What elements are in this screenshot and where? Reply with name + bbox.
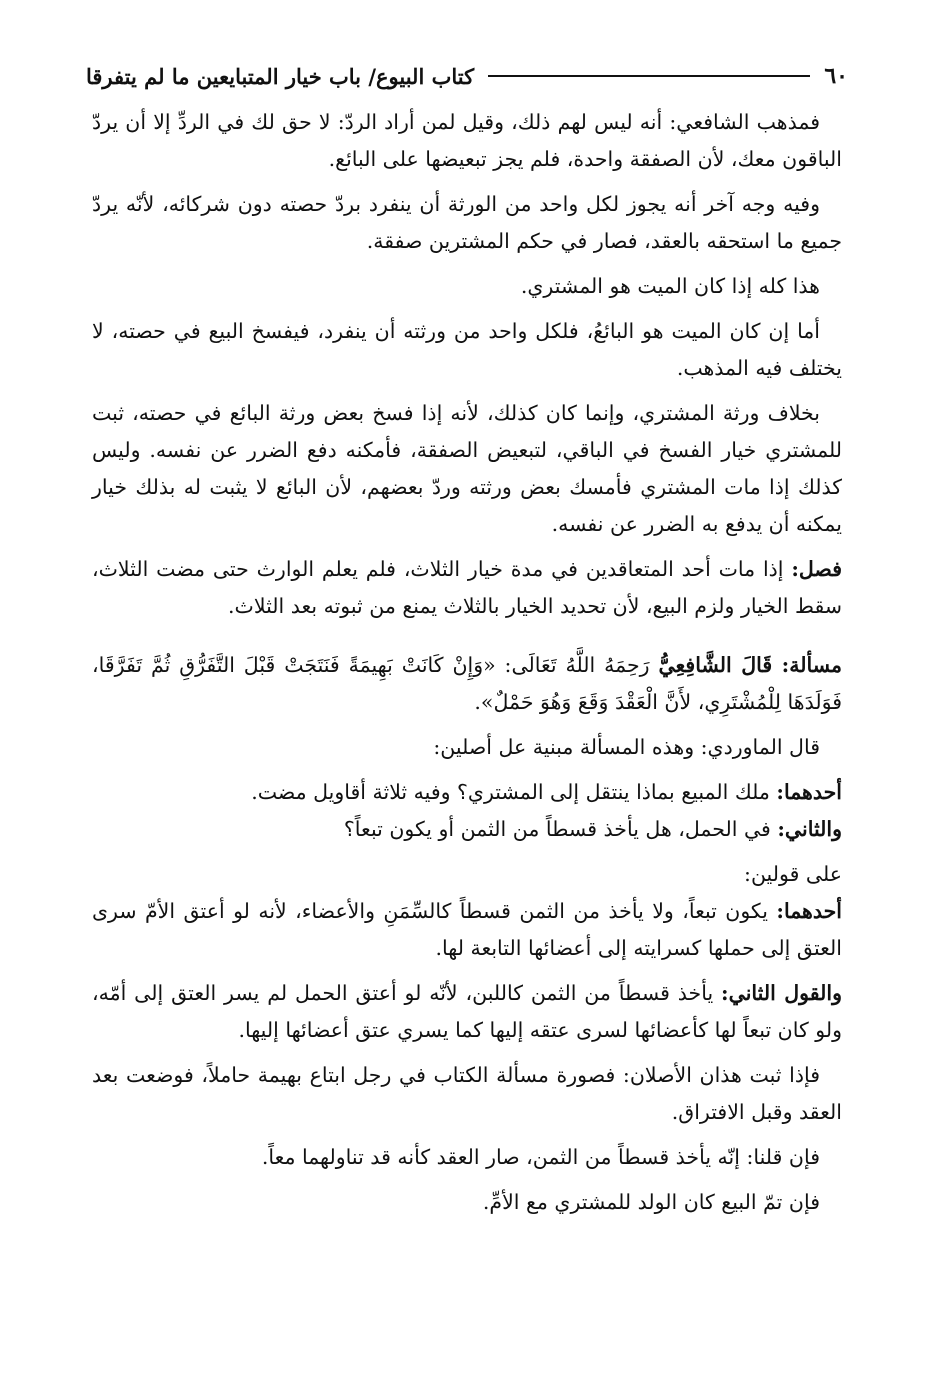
- paragraph: [92, 395, 842, 543]
- masala-quote: رَحِمَهُ اللَّهُ تَعَالَى: «وَإِنْ كَانَتْ بَهِيمَةً فَنَتَجَتْ قَبْلَ التَّفَرُّقِ ثُمَّ تَفَرَّقَا، فَوَلَدَهَا لِلْمُشْتَرِي، لأَنَّ الْعَقْدَ وَقَعَ وَهُوَ حَمْلٌ».: [92, 653, 842, 714]
- header-rule: [488, 75, 810, 77]
- paragraph-lead: والثاني:: [777, 817, 842, 841]
- paragraph: [92, 1184, 842, 1221]
- masala-lead: مسألة: قَالَ الشَّافِعِيُّ: [658, 653, 842, 677]
- paragraph-text: فمذهب الشافعي: أنه ليس لهم ذلك، وقيل لمن أراد الردّ: لا حق لك في الردِّ إلا أن يردّ الباقون معك، لأن الصفقة واحدة، فلم يجز تبعيضها على البائع.: [92, 110, 842, 171]
- paragraph-text: فإذا ثبت هذان الأصلان: فصورة مسألة الكتاب في رجل ابتاع بهيمة حاملاً، فوضعت بعد العقد وقبل الافتراق.: [92, 1063, 842, 1124]
- paragraph: [92, 774, 842, 811]
- paragraph: [92, 313, 842, 387]
- paragraph: [92, 893, 842, 967]
- paragraph-text: هذا كله إذا كان الميت هو المشتري.: [520, 274, 820, 298]
- paragraph: [92, 975, 842, 1049]
- paragraph-text: في الحمل، هل يأخذ قسطاً من الثمن أو يكون تبعاً؟: [343, 817, 778, 841]
- paragraph-masala: [92, 647, 842, 721]
- paragraph-text: أما إن كان الميت هو البائعُ، فلكل واحد من ورثته أن ينفرد، فيفسخ البيع في حصته، لا يختلف فيه المذهب.: [92, 319, 842, 380]
- paragraph-text: وفيه وجه آخر أنه يجوز لكل واحد من الورثة أن ينفرد بردّ حصته دون شركائه، لأنّه يردّ جميع ما استحقه بالعقد، فصار في حكم المشترين صفقة.: [92, 192, 842, 253]
- paragraph-lead: أحدهما:: [776, 899, 842, 923]
- running-header: [86, 58, 848, 94]
- spacer: [92, 633, 842, 647]
- paragraph-lead: والقول الثاني:: [721, 981, 842, 1005]
- paragraph-text: على قولين:: [744, 862, 842, 886]
- paragraph: [92, 268, 842, 305]
- paragraph: [92, 729, 842, 766]
- page-number: ٦٠: [824, 63, 848, 89]
- chapter-title: كتاب البيوع/ باب خيار المتبايعين ما لم يتفرقا: [86, 63, 475, 89]
- paragraph-text: ملك المبيع بماذا ينتقل إلى المشتري؟ وفيه ثلاثة أقاويل مضت.: [251, 780, 777, 804]
- paragraph-lead: أحدهما:: [776, 780, 842, 804]
- paragraph: [92, 186, 842, 260]
- paragraph: [92, 1057, 842, 1131]
- section-lead: فصل:: [791, 557, 842, 581]
- paragraph-text: فإن تمّ البيع كان الولد للمشتري مع الأمِّ.: [482, 1190, 820, 1214]
- paragraph: [92, 104, 842, 178]
- paragraph: [92, 811, 842, 848]
- paragraph-text: بخلاف ورثة المشتري، وإنما كان كذلك، لأنه إذا فسخ بعض ورثة البائع في حصته، ثبت للمشتري خيار الفسخ في الباقي، لتبعيض الصفقة، فأمكنه دفع الضرر عن نفسه. وليس كذلك إذا مات المشتري فأمسك بعض ورثته وردّ بعضهم، لأن البائع لا يثبت له بذلك خيار يمكنه أن يدفع به الضرر عن نفسه.: [92, 401, 842, 536]
- paragraph: [92, 1139, 842, 1176]
- paragraph: [92, 856, 842, 893]
- paragraph-text: إذا مات أحد المتعاقدين في مدة خيار الثلاث، فلم يعلم الوارث حتى مضت الثلاث، سقط الخيار ولزم البيع، لأن تحديد الخيار بالثلاث يمنع من ثبوته بعد الثلاث.: [92, 557, 842, 618]
- paragraph-text: فإن قلنا: إنّه يأخذ قسطاً من الثمن، صار العقد كأنه قد تناولهما معاً.: [261, 1145, 820, 1169]
- paragraph-text: يأخذ قسطاً من الثمن كاللبن، لأنّه لو أعتق الحمل لم يسر العتق إلى أمّه، ولو كان تبعاً لها كأعضائها لسرى عتقه إليها كما يسري عتق أعضائها إليها.: [92, 981, 842, 1042]
- paragraph-text: قال الماوردي: وهذه المسألة مبنية عل أصلين:: [433, 735, 820, 759]
- paragraph-text: يكون تبعاً، ولا يأخذ من الثمن قسطاً كالسِّمَنِ والأعضاء، لأنه لو أعتق الأمّ سرى العتق إلى حملها كسرايته إلى أعضائها التابعة لها.: [92, 899, 842, 960]
- page-body: [92, 104, 842, 1221]
- paragraph-section: [92, 551, 842, 625]
